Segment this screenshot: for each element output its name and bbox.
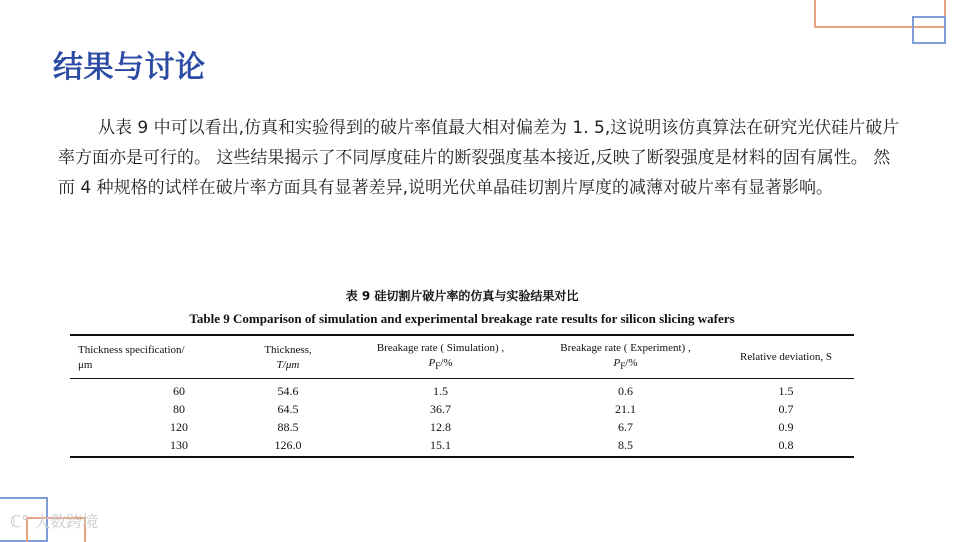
table-row (70, 436, 854, 457)
cell-breakage-simulation: 15.1 (430, 438, 451, 453)
header-breakage-experiment (533, 335, 718, 379)
header-label: Relative deviation, S (740, 351, 832, 364)
cell-breakage-simulation: 36.7 (430, 402, 451, 417)
table-row (70, 379, 854, 401)
header-label: Thickness, (264, 343, 312, 356)
header-unit: /% (440, 357, 453, 369)
slide-title: 结果与讨论 (53, 50, 206, 85)
header-unit: μm (78, 358, 93, 371)
cell-relative-deviation: 0.7 (778, 402, 794, 417)
header-thickness-spec (70, 335, 228, 379)
header-symbol: P (428, 357, 436, 369)
header-label: Thickness specification/ (78, 343, 185, 356)
header-label: Breakage rate ( Experiment) , (560, 342, 691, 354)
header-symbol-subscript: F (620, 361, 626, 372)
table-row (70, 400, 854, 418)
table-caption-chinese: 表 9 硅切割片破片率的仿真与实验结果对比 (345, 289, 579, 303)
cell-breakage-experiment: 21.1 (615, 402, 636, 417)
cell-thickness-spec: 60 (173, 384, 185, 399)
header-symbol: P (613, 357, 621, 369)
cell-thickness: 126.0 (274, 438, 302, 453)
body-paragraph: 从表 9 中可以看出,仿真和实验得到的破片率值最大相对偏差为 1. 5,这说明该仿真算法在研究光伏硅片破片率方面亦是可行的。 这些结果揭示了不同厚度硅片的断裂强度基本接近,反映了断裂强度是材料的固有属性。 然而 4 种规格的试样在破片率方面具有显著差异,说明光伏单晶硅切割片厚度的减薄对破片率有显著影响。 (58, 118, 900, 198)
watermark-logo: ℂ° 大数跨境 (10, 512, 99, 531)
header-relative-deviation (718, 335, 854, 379)
breakage-rate-table (70, 334, 854, 458)
cell-thickness-spec: 130 (170, 438, 188, 453)
cell-breakage-experiment: 0.6 (618, 384, 633, 399)
cell-breakage-simulation: 12.8 (430, 420, 451, 435)
cell-relative-deviation: 0.9 (778, 420, 794, 435)
cell-thickness: 88.5 (277, 420, 299, 435)
cell-thickness-spec: 120 (170, 420, 188, 435)
corner-decoration-blue-top (912, 16, 946, 44)
table-row (70, 418, 854, 436)
header-symbol-subscript: F (435, 361, 441, 372)
cell-breakage-experiment: 8.5 (618, 438, 633, 453)
cell-thickness-spec: 80 (173, 402, 185, 417)
cell-relative-deviation: 1.5 (778, 384, 794, 399)
cell-thickness: 54.6 (277, 384, 299, 399)
header-unit: /% (625, 357, 638, 369)
cell-breakage-simulation: 1.5 (433, 384, 448, 399)
table-header-row (70, 335, 854, 379)
cell-breakage-experiment: 6.7 (618, 420, 633, 435)
header-thickness (228, 335, 348, 379)
header-breakage-simulation (348, 335, 533, 379)
cell-thickness: 64.5 (277, 402, 299, 417)
table-caption-english: Table 9 Comparison of simulation and experimental breakage rate results for silicon slicing wafers (189, 311, 735, 326)
header-unit: T/μm (276, 358, 300, 371)
cell-relative-deviation: 0.8 (778, 438, 794, 453)
header-label: Breakage rate ( Simulation) , (376, 342, 505, 354)
